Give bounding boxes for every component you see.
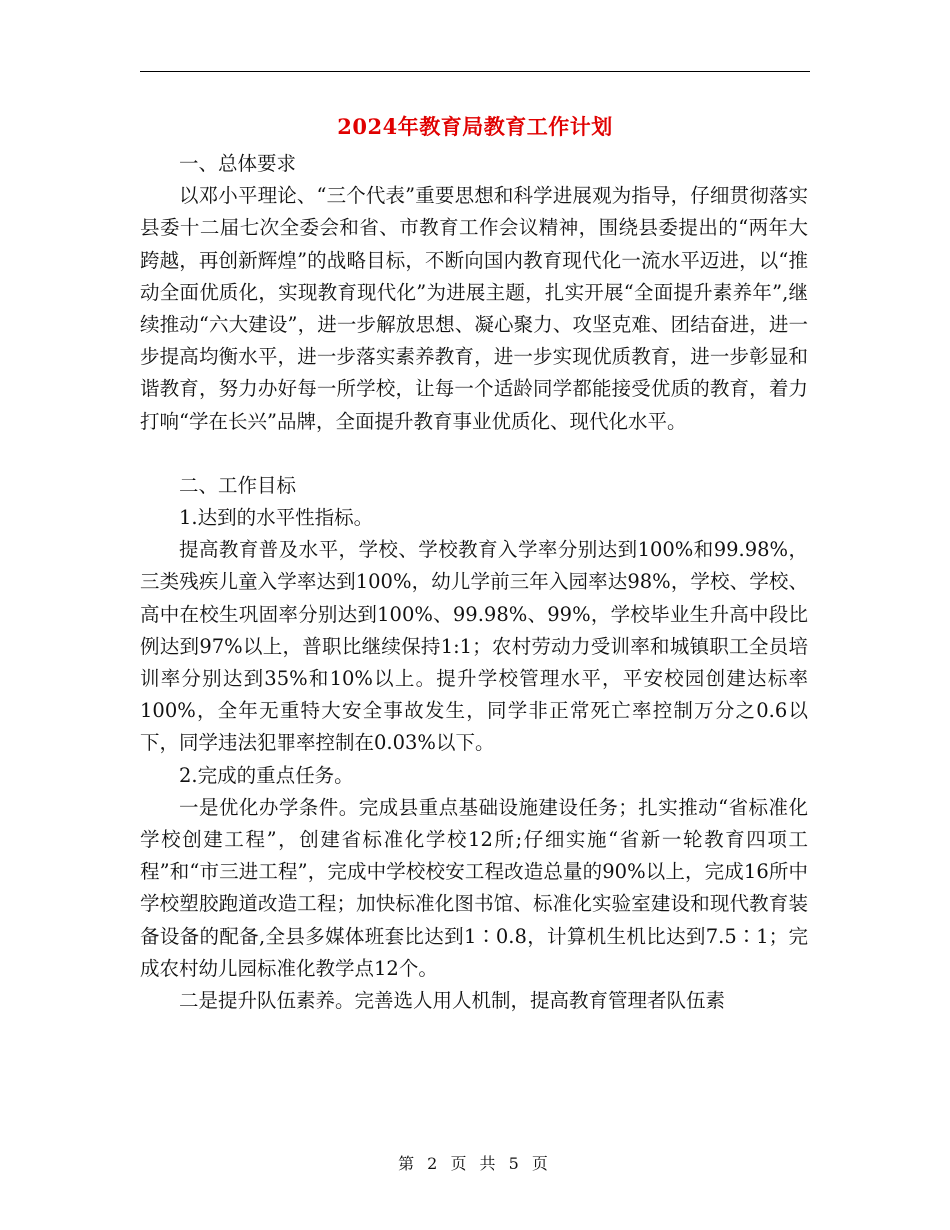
paragraph-optimize-conditions: 一是优化办学条件。完成县重点基础设施建设任务；扎实推动“省标准化学校创建工程”，创建省标准化学校12所;仔细实施“省新一轮教育四项工程”和“市三进工程”，完成中学校校安工程改造总量的90%以上，完成16所中学校塑胶跑道改造工程；加快标准化图书馆、标准化实验室建设和现代教育装备设备的配备,全县多媒体班套比达到1∶0.8，计算机生机比达到7.5∶1；完成农村幼儿园标准化教学点12个。 [140, 795, 808, 980]
subheading-level-indicators: 1.达到的水平性指标。 [179, 506, 374, 530]
document-body [140, 148, 808, 1017]
header-rule [140, 71, 810, 72]
section-heading-goals: 二、工作目标 [179, 473, 297, 497]
paragraph-indicators: 提高教育普及水平，学校、学校教育入学率分别达到100%和99.98%，三类残疾儿童入学率达到100%，幼儿学前三年入园率达98%，学校、学校、高中在校生巩固率分别达到100%、99.98%、99%，学校毕业生升高中段比例达到97%以上，普职比继续保持1:1；农村劳动力受训率和城镇职工全员培训率分别达到35%和10%以上。提升学校管理水平，平安校园创建达标率100%，全年无重特大安全事故发生，同学非正常死亡率控制万分之0.6以下，同学违法犯罪率控制在0.03%以下。 [140, 538, 808, 755]
section-heading-overall: 一、总体要求 [179, 152, 297, 175]
subheading-key-tasks: 2.完成的重点任务。 [179, 763, 354, 787]
document-title: 2024年教育局教育工作计划 [337, 114, 613, 139]
paragraph-team-quality: 二是提升队伍素养。完善选人用人机制，提高教育管理者队伍素 [179, 989, 726, 1013]
paragraph-spacer [140, 438, 808, 470]
page-number-footer: 第 2 页 共 5 页 [398, 1154, 552, 1173]
paragraph-overall-requirements: 以邓小平理论、“三个代表”重要思想和科学进展观为指导，仔细贯彻落实县委十二届七次全委会和省、市教育工作会议精神，围绕县委提出的“两年大跨越，再创新辉煌”的战略目标，不断向国内教育现代化一流水平迈进，以“推动全面优质化，实现教育现代化”为进展主题，扎实开展“全面提升素养年”,继续推动“六大建设”，进一步解放思想、凝心聚力、攻坚克难、团结奋进，进一步提高均衡水平，进一步落实素养教育，进一步实现优质教育，进一步彰显和谐教育，努力办好每一所学校，让每一个适龄同学都能接受优质的教育，着力打响“学在长兴”品牌，全面提升教育事业优质化、现代化水平。 [140, 184, 808, 433]
